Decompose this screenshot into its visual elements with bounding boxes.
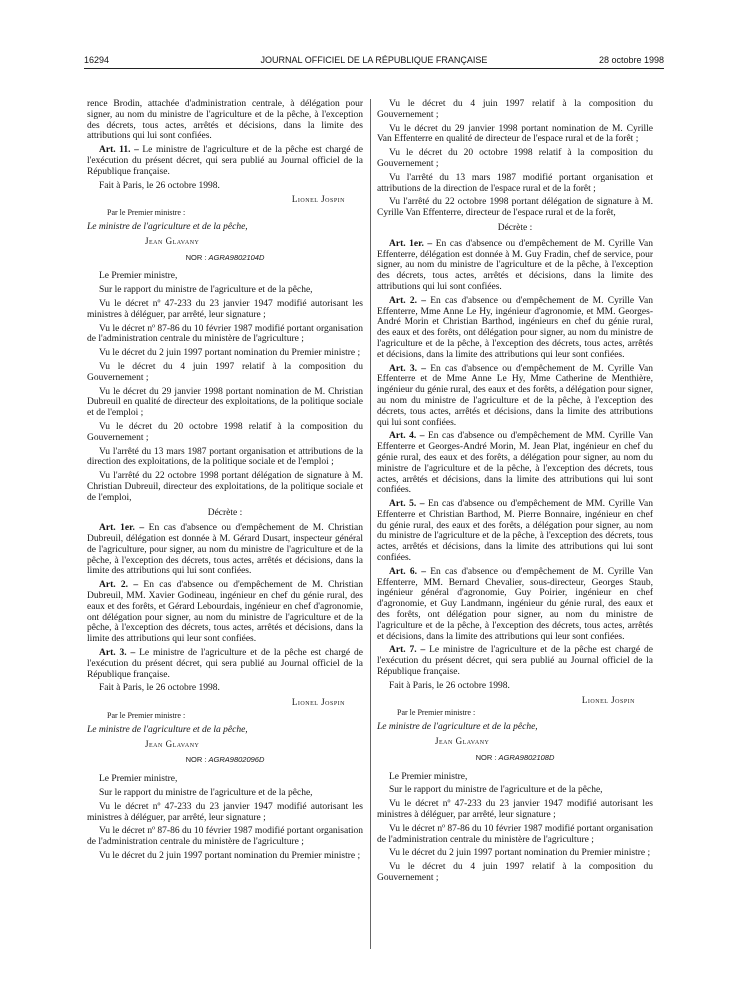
issue-date: 28 octobre 1998 (598, 55, 664, 65)
article-7 (377, 645, 653, 677)
par-le-premier-ministre: Par le Premier ministre : (107, 208, 186, 218)
article-label: Art. 1er. – (99, 523, 145, 534)
right-column (377, 99, 653, 887)
visa: Vu le décret nº 47-233 du 23 janvier 1947 modifié autorisant les ministres à déléguer, par arrêté, leur signature ; (87, 801, 363, 823)
premier-ministre: Le Premier ministre, (389, 771, 468, 782)
article-label: Art. 1er. – (389, 238, 433, 249)
header-rule (84, 68, 664, 69)
fait-a-paris: Fait à Paris, le 26 octobre 1998. (99, 683, 220, 694)
visa: Vu le décret du 20 octobre 1998 relatif à la composition du Gouvernement ; (377, 148, 653, 169)
article-text: En cas d'absence ou d'empêchement de M. Christian Dubreuil, délégation est donnée à M. Gérard Dusart, inspecteur général de l'agriculture, pour signer, au nom du ministre de l'agriculture et de la pêche, à l'exception des décrets, tous actes, arrêtés et décisions, dans la limite des attributions qui lui sont confiées. (87, 523, 363, 577)
article-2 (87, 580, 363, 645)
article-6 (377, 567, 653, 643)
visa: Vu le décret du 29 janvier 1998 portant nomination de M. Cyrille Van Effenterre en qualité de directeur de l'espace rural et de la forêt ; (377, 123, 653, 145)
premier-ministre: Le Premier ministre, (99, 774, 178, 785)
article-3 (377, 364, 653, 429)
signature-pm: Lionel Jospin (581, 694, 635, 705)
fait-a-paris: Fait à Paris, le 26 octobre 1998. (99, 180, 220, 191)
visa: Vu le décret du 2 juin 1997 portant nomination du Premier ministre ; (99, 851, 361, 862)
article-4 (377, 431, 653, 496)
ministre-title: Le ministre de l'agriculture et de la pêche, (87, 724, 248, 735)
decrete-heading: Décrète : (497, 222, 533, 233)
ministre-title: Le ministre de l'agriculture et de la pêche, (377, 722, 538, 733)
nor-code: AGRA9802104D (208, 252, 265, 262)
signature-minister: Jean Glavany (145, 235, 200, 246)
article-text: Le ministre de l'agriculture et de la pêche est chargé de l'exécution du présent décret, qui sera publié au Journal officiel de la République française. (87, 145, 364, 177)
par-le-premier-ministre: Par le Premier ministre : (397, 708, 476, 718)
visa: Sur le rapport du ministre de l'agriculture et de la pêche, (99, 285, 313, 296)
article-label: Art. 11. – (99, 145, 139, 156)
nor-reference (87, 253, 363, 264)
signature-pm: Lionel Jospin (291, 194, 345, 205)
ministre-title: Le ministre de l'agriculture et de la pêche, (87, 221, 248, 232)
nor-code: AGRA9802096D (208, 755, 265, 765)
visa: Sur le rapport du ministre de l'agriculture et de la pêche, (99, 788, 313, 799)
par-le-premier-ministre: Par le Premier ministre : (107, 711, 186, 721)
article-text: En cas d'absence ou d'empêchement de M. Cyrille Van Effenterre et de Mme Anne Le Hy, Mme Catherine de Menthière, ingénieur du génie rural, des eaux et des forêts, a délégation pour signer, au nom du ministre de l'agriculture et de la pêche, à l'exception des décrets, tous actes, arrêtés et décisions, dans la limite des attributions qui lui sont confiées. (377, 363, 653, 428)
left-column (87, 99, 363, 865)
nor-reference (377, 753, 653, 764)
article-text: Le ministre de l'agriculture et de la pêche est chargé de l'exécution du présent décret, qui sera publié au Journal officiel de la République française. (377, 645, 653, 678)
article-label: Art. 7. – (389, 645, 426, 656)
article-label: Art. 3. – (389, 363, 426, 374)
article-label: Art. 6. – (389, 566, 426, 577)
premier-ministre: Le Premier ministre, (99, 271, 178, 282)
visa: Vu le décret du 4 juin 1997 relatif à la composition du Gouvernement ; (377, 862, 653, 883)
article-3 (87, 648, 363, 680)
visa: Vu l'arrêté du 13 mars 1987 portant organisation et attributions de la direction des exploitations, de la politique sociale et de l'emploi ; (87, 446, 363, 468)
visa: Vu le décret du 2 juin 1997 portant nomination du Premier ministre ; (99, 348, 361, 359)
nor-label: NOR : (475, 752, 499, 762)
column-divider (370, 99, 371, 949)
visa: Sur le rapport du ministre de l'agriculture et de la pêche, (389, 785, 603, 796)
nor-label: NOR : (185, 252, 209, 262)
nor-reference (87, 755, 363, 766)
article-text: En cas d'absence ou d'empêchement de M. Cyrille Van Effenterre, MM. Bernard Chevalier, sous-directeur, Georges Staub, ingénieur général d'agronomie, Guy Poirier, ingénieur en chef d'agronomie, et Guy Landmann, ingénieur du génie rural, des eaux et des forêts, ont délégation pour signer, au nom du ministre de l'agriculture et de la pêche, à l'exception des décrets, tous actes, arrêtés et décisions, dans la limite des attributions qui leur sont confiées. (377, 566, 653, 642)
visa: Vu le décret nº 47-233 du 23 janvier 1947 modifié autorisant les ministres à déléguer, par arrêté, leur signature ; (87, 298, 363, 320)
article-text: En cas d'absence ou d'empêchement de M. Cyrille Van Effenterre, Mme Anne Le Hy, ingénieur d'agronomie, et MM. Georges-André Morin et Christian Barthod, ingénieurs en chef du génie rural, des eaux et des forêts, ont délégation pour signer, au nom du ministre de l'agriculture et de la pêche, à l'exception des décrets, tous actes, arrêtés et décisions, dans la limite des attributions qui leur sont confiées. (377, 295, 653, 360)
article-text: En cas d'absence ou d'empêchement de M. Christian Dubreuil, MM. Xavier Godineau, ingénieur en chef du génie rural, des eaux et des forêts, et Gérard Lebourdais, ingénieur en chef d'agronomie, ont délégation pour signer, au nom du ministre de l'agriculture et de la pêche, à l'exception des décrets, tous actes, arrêtés et décisions, dans la limite des attributions qui leur sont confiées. (87, 580, 363, 645)
visa: Vu le décret nº 47-233 du 23 janvier 1947 modifié autorisant les ministres à déléguer, par arrêté, leur signature ; (377, 799, 653, 821)
article-text: En cas d'absence ou d'empêchement de MM. Cyrille Van Effenterre et Georges-André Morin, M. Jean Plat, ingénieur en chef du génie rural, des eaux et des forêts, a délégation pour signer, au nom du ministre de l'agriculture et de la pêche, à l'exception des décrets, tous actes, arrêtés et décisions, dans la limite des attributions qui lui sont confiées. (377, 431, 653, 496)
visa: Vu le décret du 20 octobre 1998 relatif à la composition du Gouvernement ; (87, 421, 363, 443)
article-label: Art. 3. – (99, 648, 136, 659)
paragraph: rence Brodin, attachée d'administration centrale, à délégation pour signer, au nom du ministre de l'agriculture et de la pêche, à l'exception des décrets, tous actes, arrêtés et décisions, dans la limite des attributions qui lui sont confiées. (87, 99, 363, 142)
visa: Vu l'arrêté du 13 mars 1987 modifié portant organisation et attributions de la direction de l'espace rural et de la forêt ; (377, 172, 653, 194)
article-label: Art. 2. – (99, 580, 139, 591)
signature-minister: Jean Glavany (145, 738, 200, 749)
visa: Vu le décret du 2 juin 1997 portant nomination du Premier ministre ; (389, 848, 651, 859)
visa: Vu le décret du 4 juin 1997 relatif à la composition du Gouvernement ; (87, 361, 363, 383)
article-text: En cas d'absence ou d'empêchement de M. Cyrille Van Effenterre, délégation est donnée à M. Guy Fradin, chef de service, pour signer, au nom du ministre de l'agriculture et de la pêche, à l'exception des décrets, tous actes, arrêtés et décisions, dans la limite des attributions qui lui sont confiées. (377, 238, 653, 292)
visa: Vu le décret nº 87-86 du 10 février 1987 modifié portant organisation de l'administration centrale du ministère de l'agriculture ; (377, 823, 653, 845)
nor-code: AGRA9802108D (498, 752, 555, 762)
nor-label: NOR : (185, 755, 209, 765)
fait-a-paris: Fait à Paris, le 26 octobre 1998. (389, 680, 510, 691)
visa: Vu l'arrêté du 22 octobre 1998 portant délégation de signature à M. Cyrille Van Effenterre, directeur de l'espace rural et de la forêt, (377, 197, 653, 219)
article-label: Art. 4. – (389, 431, 425, 442)
article-2 (377, 296, 653, 361)
signature-pm: Lionel Jospin (291, 697, 345, 708)
page-number: 16294 (84, 55, 110, 65)
visa: Vu le décret du 29 janvier 1998 portant nomination de M. Christian Dubreuil en qualité de directeur des exploitations, de la politique sociale et de l'emploi ; (87, 386, 363, 419)
visa: Vu l'arrêté du 22 octobre 1998 portant délégation de signature à M. Christian Dubreuil, directeur des exploitations, de la politique sociale et de l'emploi, (87, 471, 363, 503)
visa: Vu le décret du 4 juin 1997 relatif à la composition du Gouvernement ; (377, 99, 653, 120)
signature-minister: Jean Glavany (435, 736, 490, 747)
journal-title: JOURNAL OFFICIEL DE LA RÉPUBLIQUE FRANÇAISE (260, 55, 488, 65)
article-label: Art. 2. – (389, 295, 426, 306)
article-5 (377, 499, 653, 564)
decrete-heading: Décrète : (207, 507, 243, 518)
article-1 (87, 523, 363, 577)
article-1 (377, 239, 653, 293)
article-text: En cas d'absence ou d'empêchement de MM. Cyrille Van Effenterre et Christian Barthod, M. Pierre Bonnaire, ingénieur en chef du génie rural, des eaux et des forêts, a délégation pour signer, au nom du ministre de l'agriculture et de la pêche, à l'exception des décrets, tous actes, arrêtés et décisions, dans la limite des attributions qui lui sont confiées. (377, 499, 653, 564)
visa: Vu le décret nº 87-86 du 10 février 1987 modifié portant organisation de l'administration centrale du ministère de l'agriculture ; (87, 323, 363, 345)
visa: Vu le décret nº 87-86 du 10 février 1987 modifié portant organisation de l'administration centrale du ministère de l'agriculture ; (87, 826, 363, 848)
article-label: Art. 5. – (389, 499, 425, 510)
article-11 (87, 145, 363, 177)
article-text: Le ministre de l'agriculture et de la pêche est chargé de l'exécution du présent décret, qui sera publié au Journal officiel de la République française. (87, 648, 363, 680)
